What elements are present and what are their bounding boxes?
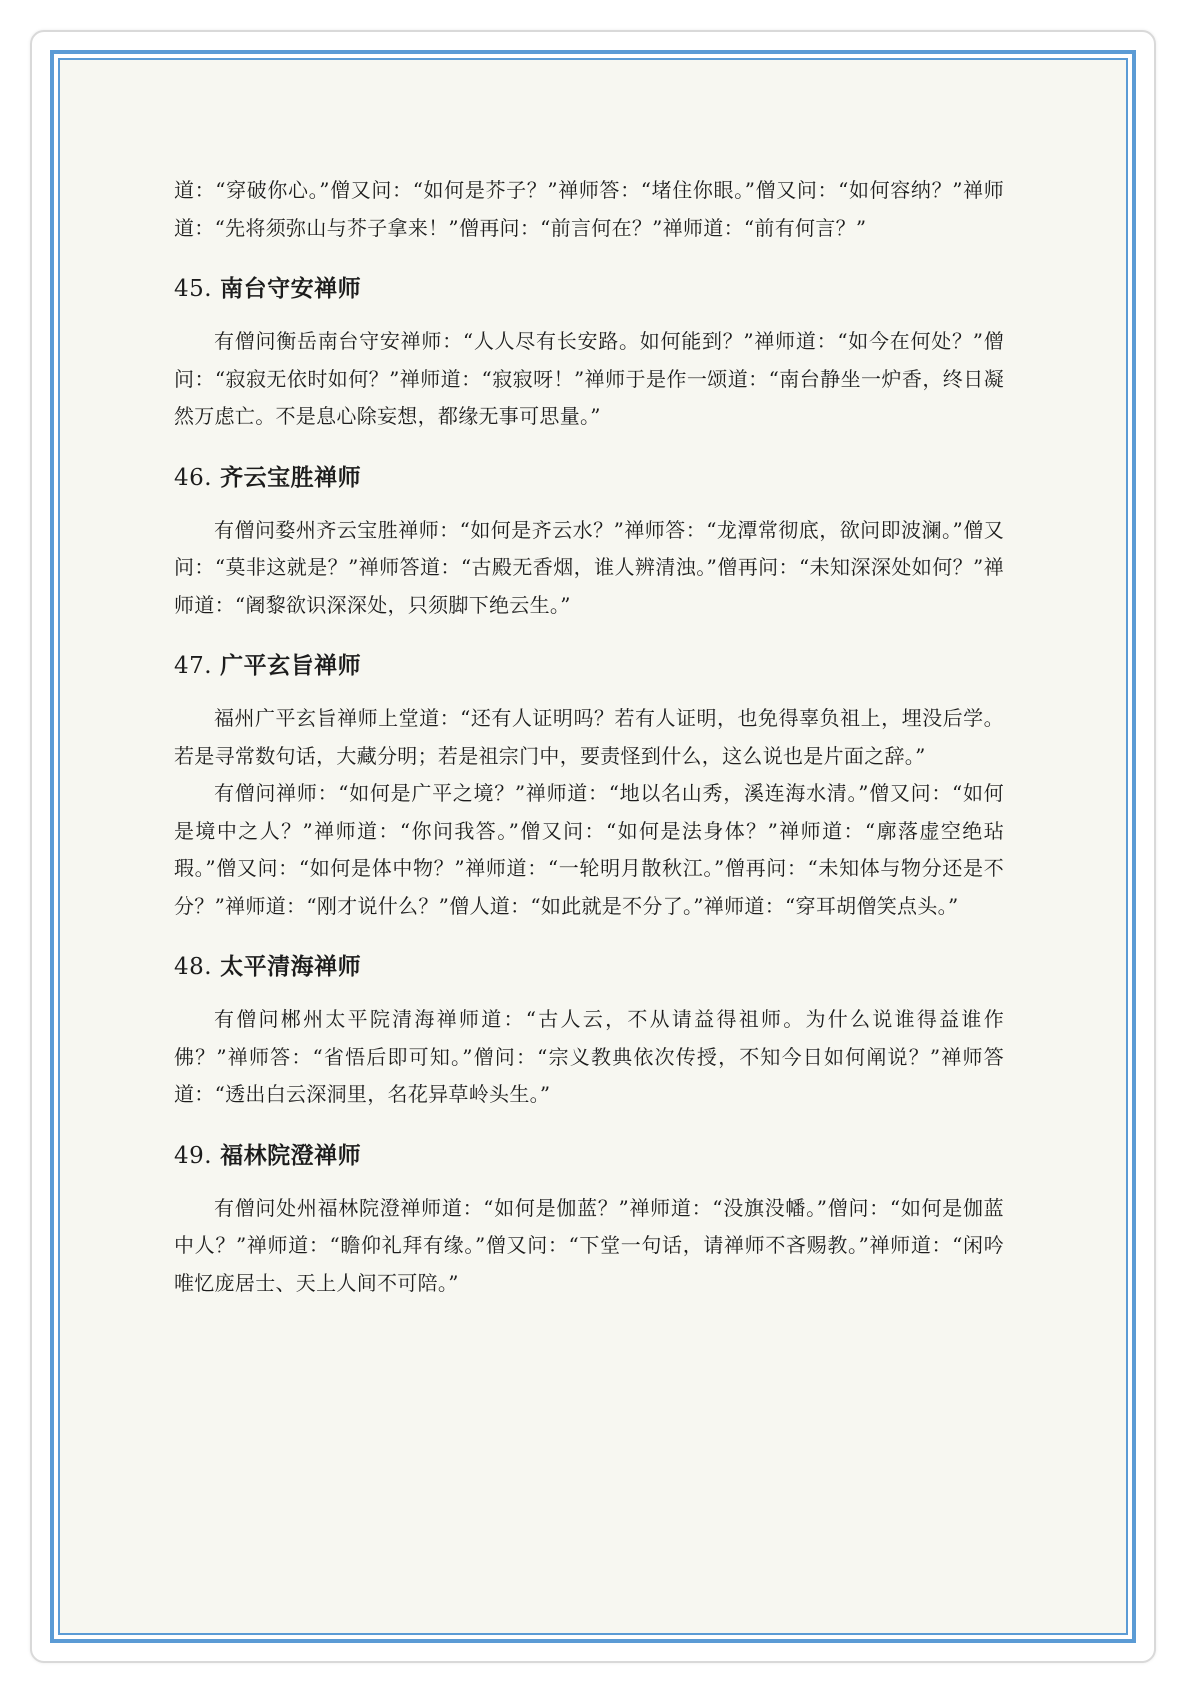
section-45 — [174, 269, 1004, 436]
section-number: 48. — [174, 954, 213, 980]
section-title: 齐云宝胜禅师 — [220, 463, 362, 491]
document-body — [174, 172, 1004, 1302]
section-number: 45. — [174, 276, 213, 302]
section-number: 46. — [174, 464, 213, 491]
section-heading — [174, 947, 1004, 987]
section-46 — [174, 458, 1004, 625]
section-heading — [174, 1136, 1004, 1176]
section-title: 南台守安禅师 — [220, 275, 362, 302]
section-paragraph: 有僧问处州福林院澄禅师道：“如何是伽蓝？”禅师道：“没旗没幡。”僧问：“如何是伽蓝中人？”禅师道：“瞻仰礼拜有缘。”僧又问：“下堂一句话，请禅师不吝赐教。”禅师道：“闲吟唯忆庞居士、天上人间不可陪。” — [174, 1195, 1004, 1295]
section-number: 49. — [174, 1142, 213, 1169]
section-title: 太平清海禅师 — [220, 953, 362, 980]
section-49 — [174, 1136, 1004, 1303]
section-number: 47. — [174, 653, 213, 679]
section-title: 福林院澄禅师 — [220, 1141, 362, 1169]
section-heading — [174, 458, 1004, 498]
section-paragraph: 有僧问衡岳南台守安禅师：“人人尽有长安路。如何能到？”禅师道：“如今在何处？”僧问：“寂寂无依时如何？”禅师道：“寂寂呀！”禅师于是作一颂道：“南台静坐一炉香，终日凝然万虑亡。不是息心除妄想，都缘无事可思量。” — [174, 329, 1004, 428]
section-title: 广平玄旨禅师 — [220, 652, 362, 679]
section-47 — [174, 646, 1004, 925]
section-paragraph: 有僧问禅师：“如何是广平之境？”禅师道：“地以名山秀，溪连海水清。”僧又问：“如何是境中之人？”禅师道：“你问我答。”僧又问：“如何是法身体？”禅师道：“廓落虚空绝玷瑕。”僧又问：“如何是体中物？”禅师道：“一轮明月散秋江。”僧再问：“未知体与物分还是不分？”禅师道：“刚才说什么？”僧人道：“如此就是不分了。”禅师道：“穿耳胡僧笑点头。” — [174, 781, 1004, 918]
section-paragraph: 有僧问郴州太平院清海禅师道：“古人云，不从请益得祖师。为什么说谁得益谁作佛？”禅师答：“省悟后即可知。”僧问：“宗义教典依次传授，不知今日如何阐说？”禅师答道：“透出白云深洞里，名花异草岭头生。” — [174, 1007, 1004, 1106]
section-48 — [174, 947, 1004, 1114]
section-heading — [174, 646, 1004, 686]
section-paragraph: 福州广平玄旨禅师上堂道：“还有人证明吗？若有人证明，也免得辜负祖上，埋没后学。若是寻常数句话，大藏分明；若是祖宗门中，要责怪到什么，这么说也是片面之辞。” — [174, 706, 1004, 768]
section-paragraph: 有僧问婺州齐云宝胜禅师：“如何是齐云水？”禅师答：“龙潭常彻底，欲问即波澜。”僧又问：“莫非这就是？”禅师答道：“古殿无香烟，谁人辨清浊。”僧再问：“未知深深处如何？”禅师道：“阇黎欲识深深处，只须脚下绝云生。” — [174, 517, 1004, 617]
intro-paragraph: 道：“穿破你心。”僧又问：“如何是芥子？”禅师答：“堵住你眼。”僧又问：“如何容纳？”禅师道：“先将须弥山与芥子拿来！”僧再问：“前言何在？”禅师道：“前有何言？” — [174, 178, 1004, 240]
section-heading — [174, 269, 1004, 309]
